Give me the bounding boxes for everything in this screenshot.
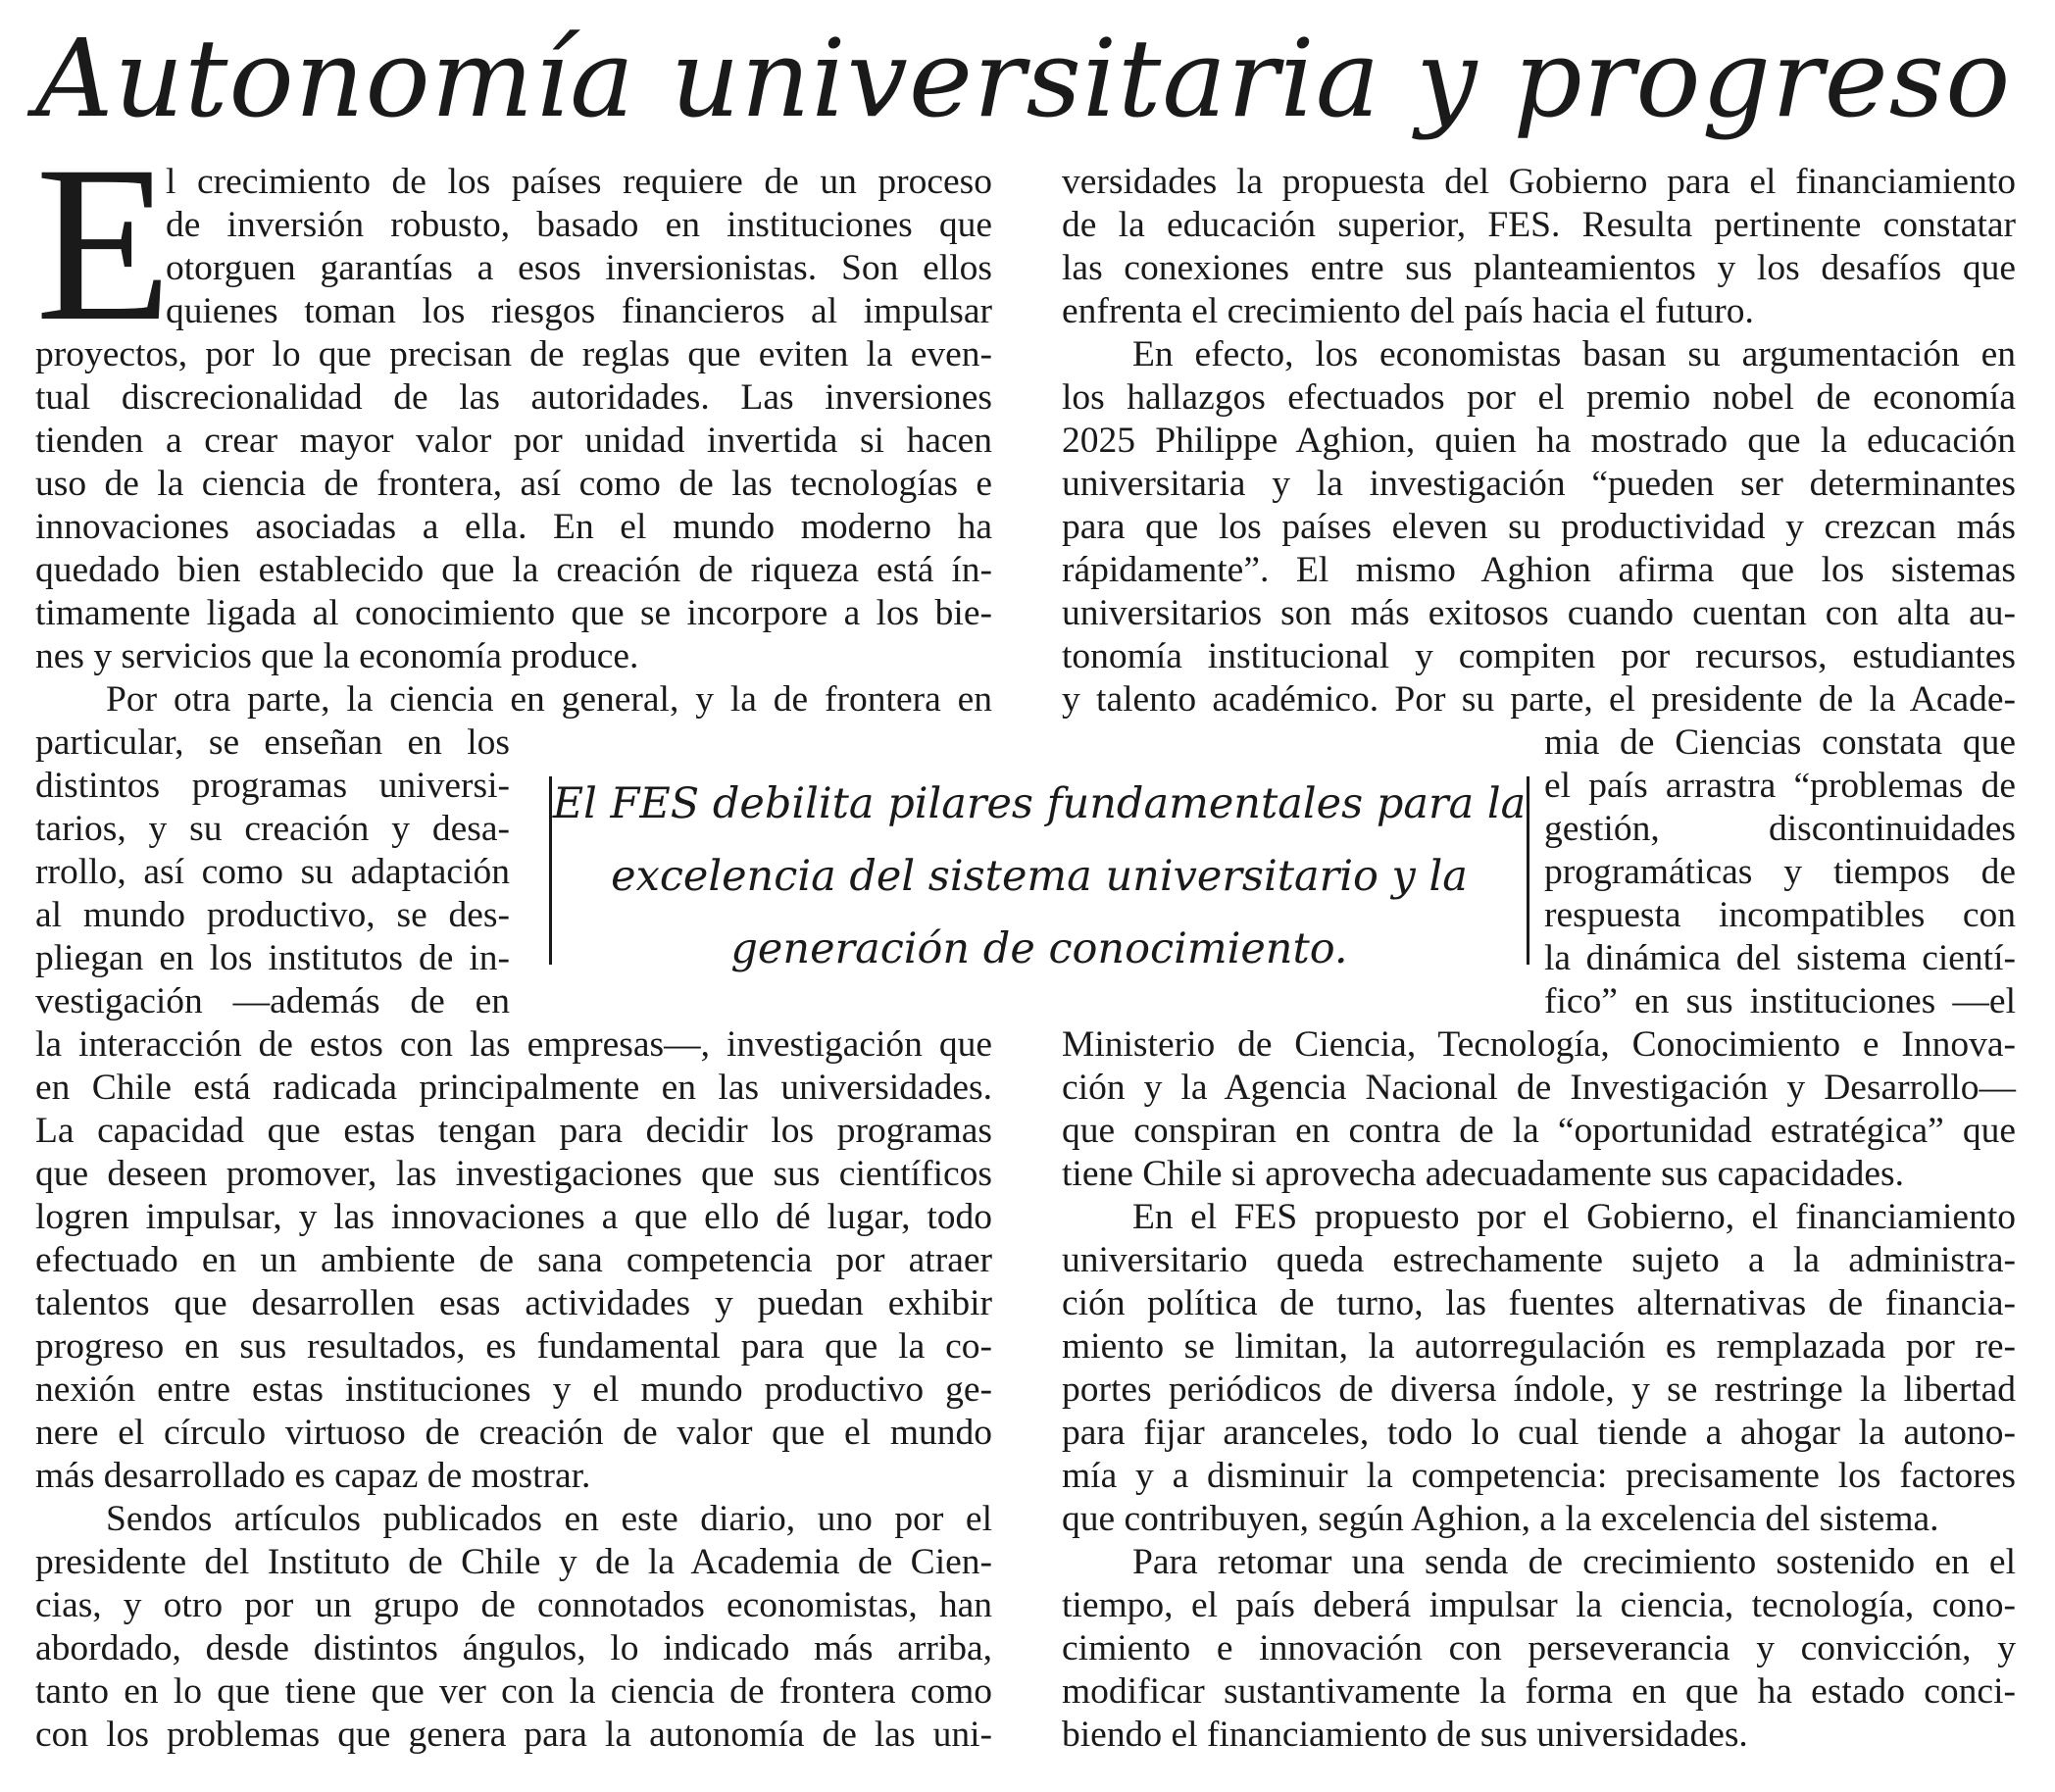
- text-line: Para retomar una senda de crecimiento sostenido en el: [1132, 1542, 2016, 1582]
- text-line: Ministerio de Ciencia, Tecnología, Conocimiento e Innova-: [1062, 1024, 2016, 1065]
- text-line: nexión entre estas instituciones y el mundo productivo ge-: [35, 1369, 992, 1410]
- text-line: uso de la ciencia de frontera, así como de las tecnologías e: [35, 464, 992, 504]
- text-line: presidente del Instituto de Chile y de la Academia de Cien-: [35, 1542, 992, 1582]
- text-line: ción y la Agencia Nacional de Investigación y Desarrollo—: [1062, 1068, 2016, 1108]
- text-line: la dinámica del sistema cientí-: [1544, 938, 2016, 978]
- text-line: logren impulsar, y las innovaciones a que ello dé lugar, todo: [35, 1197, 992, 1237]
- text-line: y talento académico. Por su parte, el presidente de la Acade-: [1062, 679, 2016, 720]
- text-line: de la educación superior, FES. Resulta pertinente constatar: [1062, 205, 2016, 245]
- text-line: portes periódicos de diversa índole, y se restringe la libertad: [1062, 1369, 2016, 1410]
- text-line: más desarrollado es capaz de mostrar.: [35, 1456, 591, 1496]
- headline: Autonomía universitaria y progreso: [35, 16, 2012, 141]
- text-line: enfrenta el crecimiento del país hacia el futuro.: [1062, 291, 1754, 331]
- text-line: al mundo productivo, se des-: [35, 895, 510, 935]
- text-line: l crecimiento de los países requiere de un proceso: [166, 162, 992, 202]
- text-line: la interacción de estos con las empresas—, investigación que: [35, 1024, 992, 1065]
- text-line: timamente ligada al conocimiento que se incorpore a los bie-: [35, 593, 992, 633]
- text-line: ción política de turno, las fuentes alternativas de financia-: [1062, 1283, 2016, 1323]
- text-line: que contribuyen, según Aghion, a la excelencia del sistema.: [1062, 1499, 1939, 1539]
- text-line: universitaria y la investigación “pueden ser determinantes: [1062, 464, 2016, 504]
- text-line: tonomía institucional y compiten por recursos, estudiantes: [1062, 636, 2016, 676]
- text-line: respuesta incompatibles con: [1544, 895, 2016, 935]
- text-line: tienden a crear mayor valor por unidad invertida si hacen: [35, 421, 992, 461]
- text-line: cias, y otro por un grupo de connotados economistas, han: [35, 1585, 992, 1625]
- text-line: Sendos artículos publicados en este diario, uno por el: [106, 1499, 992, 1539]
- text-line: biendo el financiamiento de sus universidades.: [1062, 1715, 1748, 1755]
- text-line: distintos programas universi-: [35, 766, 510, 806]
- text-line: modificar sustantivamente la forma en que ha estado conci-: [1062, 1671, 2016, 1712]
- text-line: de inversión robusto, basado en instituciones que: [166, 205, 992, 245]
- text-line: abordado, desde distintos ángulos, lo indicado más arriba,: [35, 1628, 992, 1668]
- text-line: progreso en sus resultados, es fundamental para que la co-: [35, 1326, 992, 1367]
- text-line: particular, se enseñan en los: [35, 722, 510, 763]
- text-line: mia de Ciencias constata que: [1544, 722, 2016, 763]
- text-line: 2025 Philippe Aghion, quien ha mostrado que la educación: [1062, 421, 2016, 461]
- text-line: tanto en lo que tiene que ver con la ciencia de frontera como: [35, 1671, 992, 1712]
- text-line: En el FES propuesto por el Gobierno, el financiamiento: [1132, 1197, 2016, 1237]
- text-line: efectuado en un ambiente de sana competencia por atraer: [35, 1240, 992, 1280]
- text-line: en Chile está radicada principalmente en las universidades.: [35, 1068, 992, 1108]
- text-line: rrollo, así como su adaptación: [35, 852, 510, 892]
- text-line: programáticas y tiempos de: [1544, 852, 2016, 892]
- text-line: talentos que desarrollen esas actividades y puedan exhibir: [35, 1283, 992, 1323]
- text-line: nere el círculo virtuoso de creación de valor que el mundo: [35, 1413, 992, 1453]
- text-line: tual discrecionalidad de las autoridades. Las inversiones: [35, 377, 992, 418]
- text-line: tarios, y su creación y desa-: [35, 809, 510, 849]
- text-line: versidades la propuesta del Gobierno para el financiamiento: [1062, 162, 2016, 202]
- text-line: que conspiran en contra de la “oportunidad estratégica” que: [1062, 1111, 2016, 1151]
- text-line: miento se limitan, la autorregulación es remplazada por re-: [1062, 1326, 2016, 1367]
- text-line: otorguen garantías a esos inversionistas. Son ellos: [166, 248, 992, 288]
- text-line: universitarios son más exitosos cuando cuentan con alta au-: [1062, 593, 2016, 633]
- pull-quote: [549, 767, 1529, 976]
- text-line: con los problemas que genera para la autonomía de las uni-: [35, 1715, 992, 1755]
- text-line: proyectos, por lo que precisan de reglas que eviten la even-: [35, 334, 992, 374]
- text-line: tiene Chile si aprovecha adecuadamente sus capacidades.: [1062, 1154, 1904, 1194]
- text-line: tiempo, el país deberá impulsar la ciencia, tecnología, cono-: [1062, 1585, 2016, 1625]
- text-line: quienes toman los riesgos financieros al impulsar: [166, 291, 992, 331]
- text-line: para fijar aranceles, todo lo cual tiende a ahogar la autono-: [1062, 1413, 2016, 1453]
- text-line: mía y a disminuir la competencia: precisamente los factores: [1062, 1456, 2016, 1496]
- text-line: Por otra parte, la ciencia en general, y la de frontera en: [106, 679, 992, 720]
- text-line: los hallazgos efectuados por el premio nobel de economía: [1062, 377, 2016, 418]
- text-line: gestión, discontinuidades: [1544, 809, 2016, 849]
- text-line: cimiento e innovación con perseverancia y convicción, y: [1062, 1628, 2016, 1668]
- text-line: La capacidad que estas tengan para decidir los programas: [35, 1111, 992, 1151]
- text-line: universitario queda estrechamente sujeto a la administra-: [1062, 1240, 2016, 1280]
- text-line: vestigación —además de en: [35, 981, 510, 1021]
- text-line: las conexiones entre sus planteamientos y los desafíos que: [1062, 248, 2016, 288]
- pull-quote-line: generación de conocimiento.: [730, 924, 1348, 973]
- text-line: rápidamente”. El mismo Aghion afirma que los sistemas: [1062, 550, 2016, 590]
- text-line: En efecto, los economistas basan su argumentación en: [1132, 334, 2016, 374]
- pull-quote-line: El FES debilita pilares fundamentales para la: [552, 779, 1527, 828]
- text-line: pliegan en los institutos de in-: [35, 938, 510, 978]
- text-line: fico” en sus instituciones —el: [1544, 981, 2016, 1021]
- pull-quote-line: excelencia del sistema universitario y la: [611, 852, 1468, 901]
- text-line: quedado bien establecido que la creación de riqueza está ín-: [35, 550, 992, 590]
- drop-cap: E: [35, 121, 173, 368]
- text-line: que deseen promover, las investigaciones que sus científicos: [35, 1154, 992, 1194]
- text-line: innovaciones asociadas a ella. En el mundo moderno ha: [35, 507, 992, 547]
- text-line: nes y servicios que la economía produce.: [35, 636, 639, 676]
- text-line: para que los países eleven su productividad y crezcan más: [1062, 507, 2016, 547]
- text-line: el país arrastra “problemas de: [1544, 766, 2016, 806]
